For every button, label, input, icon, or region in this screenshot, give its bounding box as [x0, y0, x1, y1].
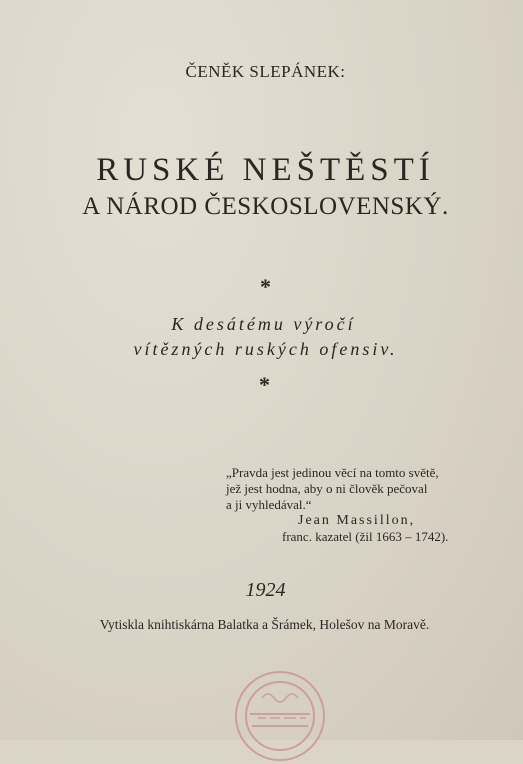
- publication-year: 1924: [245, 579, 286, 601]
- subtitle-line-2: vítězných ruských ofensiv.: [133, 339, 398, 359]
- ornament-asterisk-top: *: [260, 274, 271, 299]
- author-name: ČENĚK SLEPÁNEK:: [185, 62, 346, 81]
- title-line-1: RUSKÉ NEŠTĚSTÍ: [96, 152, 435, 188]
- printer-imprint: Vytiskla knihtiskárna Balatka a Šrámek, Holešov na Moravě.: [99, 617, 430, 632]
- quote-line: jež jest hodna, aby o ni člověk pečoval: [226, 481, 428, 496]
- title-line-2: A NÁROD ČESKOSLOVENSKÝ.: [82, 193, 449, 220]
- epigraph-quote: [226, 465, 478, 513]
- quote-line: „Pravda jest jedinou věcí na tomto světě,: [226, 465, 439, 480]
- quote-author: Jean Massillon,: [298, 513, 416, 528]
- subtitle-line-1: K desátému výročí: [171, 314, 356, 334]
- library-stamp-icon: [232, 668, 328, 764]
- quote-line: a ji vyhledával.“: [226, 497, 312, 512]
- ornament-asterisk-bottom: *: [259, 372, 270, 397]
- quote-author-role: franc. kazatel (žil 1663 – 1742).: [282, 529, 449, 544]
